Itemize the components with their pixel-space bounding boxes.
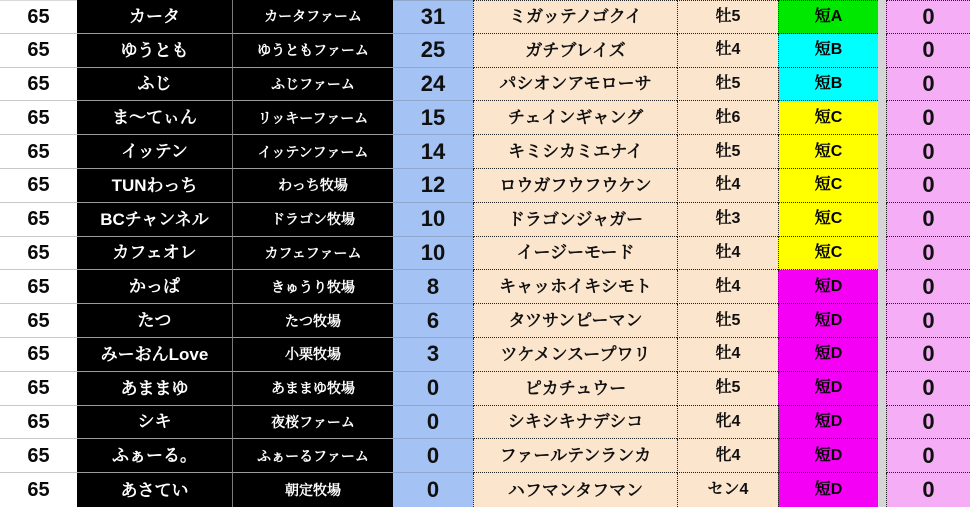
points-cell[interactable]: 12 — [393, 169, 473, 203]
zero-count-cell[interactable]: 0 — [886, 406, 970, 440]
zero-count-cell[interactable]: 0 — [886, 135, 970, 169]
farm-name-cell[interactable]: 小栗牧場 — [233, 338, 393, 372]
player-name-cell[interactable]: イッテン — [77, 135, 233, 169]
player-name-cell[interactable]: かっぱ — [77, 270, 233, 304]
zero-count-cell[interactable]: 0 — [886, 372, 970, 406]
rank-cell[interactable]: 65 — [0, 372, 77, 406]
rank-cell[interactable]: 65 — [0, 203, 77, 237]
class-badge-cell[interactable]: 短C — [778, 101, 878, 135]
class-badge-cell[interactable]: 短C — [778, 203, 878, 237]
rank-cell[interactable]: 65 — [0, 473, 77, 507]
horse-name-cell[interactable]: ロウガフウフウケン — [473, 169, 677, 203]
zero-count-cell[interactable]: 0 — [886, 0, 970, 34]
player-name-cell[interactable]: TUNわっち — [77, 169, 233, 203]
class-badge-cell[interactable]: 短B — [778, 68, 878, 102]
sex-age-cell[interactable]: 牡6 — [677, 101, 778, 135]
spacer-column — [878, 237, 886, 271]
sex-age-cell[interactable]: 牡5 — [677, 68, 778, 102]
class-badge-cell[interactable]: 短B — [778, 34, 878, 68]
spacer-column — [878, 34, 886, 68]
sex-age-cell[interactable]: 牡4 — [677, 270, 778, 304]
points-cell[interactable]: 8 — [393, 270, 473, 304]
horse-name-cell[interactable]: イージーモード — [473, 237, 677, 271]
horse-name-cell[interactable]: チェインギャング — [473, 101, 677, 135]
rank-cell[interactable]: 65 — [0, 34, 77, 68]
sex-age-cell[interactable]: 牡5 — [677, 372, 778, 406]
points-cell[interactable]: 10 — [393, 203, 473, 237]
rank-cell[interactable]: 65 — [0, 68, 77, 102]
sex-age-cell[interactable]: 牡4 — [677, 169, 778, 203]
sex-age-cell[interactable]: セン4 — [677, 473, 778, 507]
class-badge-cell[interactable]: 短D — [778, 473, 878, 507]
horse-name-cell[interactable]: キャッホイキシモト — [473, 270, 677, 304]
spacer-column — [878, 304, 886, 338]
farm-name-cell[interactable]: 朝定牧場 — [233, 473, 393, 507]
class-badge-cell[interactable]: 短D — [778, 406, 878, 440]
rank-cell[interactable]: 65 — [0, 135, 77, 169]
player-name-cell[interactable]: カータ — [77, 0, 233, 34]
spacer-column — [878, 473, 886, 507]
farm-name-cell[interactable]: カータファーム — [233, 0, 393, 34]
class-badge-cell[interactable]: 短D — [778, 338, 878, 372]
player-name-cell[interactable]: ふじ — [77, 68, 233, 102]
horse-name-cell[interactable]: ファールテンランカ — [473, 439, 677, 473]
farm-name-cell[interactable]: リッキーファーム — [233, 101, 393, 135]
sex-age-cell[interactable]: 牝4 — [677, 406, 778, 440]
zero-count-cell[interactable]: 0 — [886, 203, 970, 237]
class-badge-cell[interactable]: 短D — [778, 372, 878, 406]
player-name-cell[interactable]: ま～てぃん — [77, 101, 233, 135]
zero-count-cell[interactable]: 0 — [886, 304, 970, 338]
farm-name-cell[interactable]: たつ牧場 — [233, 304, 393, 338]
points-cell[interactable]: 10 — [393, 237, 473, 271]
spacer-column — [878, 338, 886, 372]
zero-count-cell[interactable]: 0 — [886, 338, 970, 372]
rank-cell[interactable]: 65 — [0, 270, 77, 304]
class-badge-cell[interactable]: 短D — [778, 270, 878, 304]
farm-name-cell[interactable]: ふじファーム — [233, 68, 393, 102]
player-name-cell[interactable]: ふぁーる。 — [77, 439, 233, 473]
horse-name-cell[interactable]: ツケメンスープワリ — [473, 338, 677, 372]
zero-count-cell[interactable]: 0 — [886, 68, 970, 102]
player-name-cell[interactable]: BCチャンネル — [77, 203, 233, 237]
farm-name-cell[interactable]: ふぁーるファーム — [233, 439, 393, 473]
points-cell[interactable]: 24 — [393, 68, 473, 102]
rank-cell[interactable]: 65 — [0, 338, 77, 372]
zero-count-cell[interactable]: 0 — [886, 34, 970, 68]
points-cell[interactable]: 6 — [393, 304, 473, 338]
player-name-cell[interactable]: たつ — [77, 304, 233, 338]
spacer-column — [878, 0, 886, 34]
farm-name-cell[interactable]: あままゆ牧場 — [233, 372, 393, 406]
sex-age-cell[interactable]: 牡4 — [677, 338, 778, 372]
horse-name-cell[interactable]: シキシキナデシコ — [473, 406, 677, 440]
points-cell[interactable]: 0 — [393, 372, 473, 406]
player-name-cell[interactable]: みーおんLove — [77, 338, 233, 372]
horse-name-cell[interactable]: ミガッテノゴクイ — [473, 0, 677, 34]
sex-age-cell[interactable]: 牡5 — [677, 304, 778, 338]
rank-cell[interactable]: 65 — [0, 237, 77, 271]
player-name-cell[interactable]: シキ — [77, 406, 233, 440]
farm-name-cell[interactable]: きゅうり牧場 — [233, 270, 393, 304]
sex-age-cell[interactable]: 牝4 — [677, 439, 778, 473]
points-cell[interactable]: 15 — [393, 101, 473, 135]
zero-count-cell[interactable]: 0 — [886, 101, 970, 135]
farm-name-cell[interactable]: ゆうともファーム — [233, 34, 393, 68]
player-name-cell[interactable]: ゆうとも — [77, 34, 233, 68]
horse-name-cell[interactable]: ハフマンタフマン — [473, 473, 677, 507]
sex-age-cell[interactable]: 牡5 — [677, 135, 778, 169]
class-badge-cell[interactable]: 短C — [778, 169, 878, 203]
farm-name-cell[interactable]: わっち牧場 — [233, 169, 393, 203]
spacer-column — [878, 203, 886, 237]
sex-age-cell[interactable]: 牡5 — [677, 0, 778, 34]
spacer-column — [878, 101, 886, 135]
spacer-column — [878, 169, 886, 203]
spacer-column — [878, 439, 886, 473]
rank-cell[interactable]: 65 — [0, 406, 77, 440]
player-name-cell[interactable]: あさてい — [77, 473, 233, 507]
horse-name-cell[interactable]: タツサンピーマン — [473, 304, 677, 338]
horse-name-cell[interactable]: ピカチュウー — [473, 372, 677, 406]
spacer-column — [878, 406, 886, 440]
spacer-column — [878, 135, 886, 169]
points-cell[interactable]: 0 — [393, 406, 473, 440]
points-cell[interactable]: 31 — [393, 0, 473, 34]
zero-count-cell[interactable]: 0 — [886, 270, 970, 304]
points-cell[interactable]: 0 — [393, 473, 473, 507]
zero-count-cell[interactable]: 0 — [886, 439, 970, 473]
zero-count-cell[interactable]: 0 — [886, 169, 970, 203]
farm-name-cell[interactable]: イッテンファーム — [233, 135, 393, 169]
points-cell[interactable]: 14 — [393, 135, 473, 169]
spacer-column — [878, 270, 886, 304]
class-badge-cell[interactable]: 短C — [778, 237, 878, 271]
horse-name-cell[interactable]: キミシカミエナイ — [473, 135, 677, 169]
sex-age-cell[interactable]: 牡3 — [677, 203, 778, 237]
sex-age-cell[interactable]: 牡4 — [677, 34, 778, 68]
rank-cell[interactable]: 65 — [0, 304, 77, 338]
rank-cell[interactable]: 65 — [0, 101, 77, 135]
spacer-column — [878, 372, 886, 406]
zero-count-cell[interactable]: 0 — [886, 237, 970, 271]
farm-name-cell[interactable]: ドラゴン牧場 — [233, 203, 393, 237]
points-cell[interactable]: 0 — [393, 439, 473, 473]
zero-count-cell[interactable]: 0 — [886, 473, 970, 507]
points-cell[interactable]: 3 — [393, 338, 473, 372]
player-name-cell[interactable]: あままゆ — [77, 372, 233, 406]
horse-name-cell[interactable]: ドラゴンジャガー — [473, 203, 677, 237]
class-badge-cell[interactable]: 短D — [778, 304, 878, 338]
class-badge-cell[interactable]: 短A — [778, 0, 878, 34]
sex-age-cell[interactable]: 牡4 — [677, 237, 778, 271]
farm-name-cell[interactable]: 夜桜ファーム — [233, 406, 393, 440]
class-badge-cell[interactable]: 短C — [778, 135, 878, 169]
rank-cell[interactable]: 65 — [0, 439, 77, 473]
farm-name-cell[interactable]: カフェファーム — [233, 237, 393, 271]
horse-name-cell[interactable]: パシオンアモローサ — [473, 68, 677, 102]
class-badge-cell[interactable]: 短D — [778, 439, 878, 473]
player-name-cell[interactable]: カフェオレ — [77, 237, 233, 271]
rank-cell[interactable]: 65 — [0, 0, 77, 34]
spacer-column — [878, 68, 886, 102]
rank-cell[interactable]: 65 — [0, 169, 77, 203]
horse-name-cell[interactable]: ガチブレイズ — [473, 34, 677, 68]
points-cell[interactable]: 25 — [393, 34, 473, 68]
